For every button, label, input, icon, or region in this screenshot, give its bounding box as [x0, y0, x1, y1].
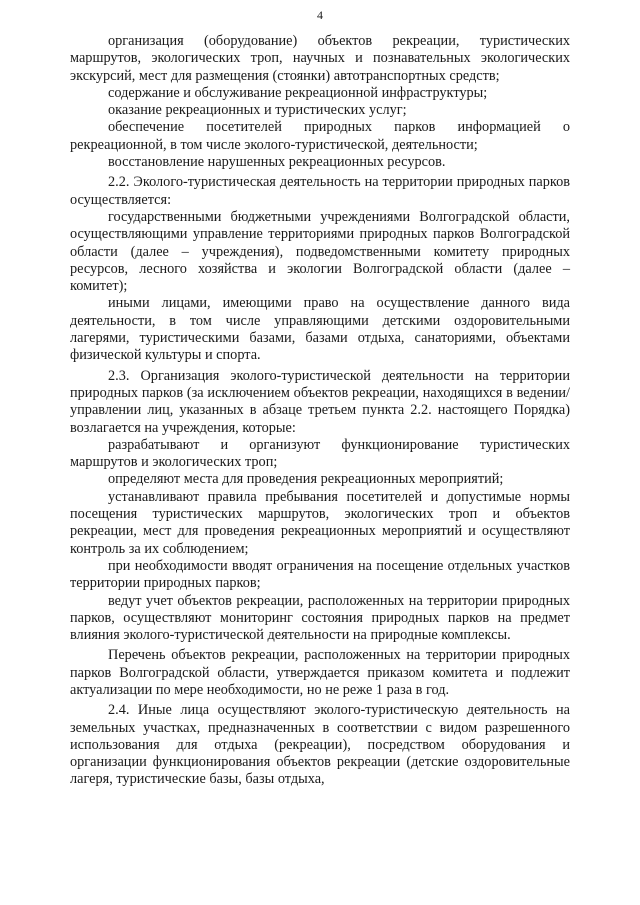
paragraph: определяют места для проведения рекреационных мероприятий;	[108, 471, 504, 488]
paragraph: организация (оборудование) объектов рекреации, туристических маршрутов, экологических троп, научных и познавательных экологических экскурсий, мест для размещения (стоянки) автотранспортных средств;	[70, 33, 570, 84]
section-2-4-paragraph: 2.4. Иные лица осуществляют эколого-туристическую деятельность на земельных участках, предназначенных в соответствии с видом разрешенного использования для отдыха (рекреации), посредством оборудования и организации функционирования объектов рекреации (детские оздоровительные лагеря, туристические базы, базы отдыха,	[70, 702, 570, 788]
paragraph: оказание рекреационных и туристических услуг;	[108, 102, 407, 119]
paragraph: разрабатывают и организуют функционирование туристических маршрутов и экологических троп;	[70, 436, 570, 471]
paragraph: при необходимости вводят ограничения на посещение отдельных участков территории природных парков;	[70, 557, 570, 592]
paragraph: устанавливают правила пребывания посетителей и допустимые нормы посещения туристических маршрутов, экологических троп и объектов рекреации, мест для проведения рекреационных мероприятий и осуществляют контроль за их соблюдением;	[70, 488, 570, 557]
paragraph: содержание и обслуживание рекреационной инфраструктуры;	[108, 84, 488, 101]
section-2-3-paragraph: 2.3. Организация эколого-туристической деятельности на территории природных парков (за исключением объектов рекреации, находящихся в ведении/управлении лиц, указанных в абзаце третьем пункта 2.2. настоящего Порядка) возлагается на учреждения, которые:	[70, 367, 570, 436]
paragraph: Перечень объектов рекреации, расположенных на территории природных парков Волгоградской области, утверждается приказом комитета и подлежит актуализации по мере необходимости, но не реже 1 раза в год.	[70, 647, 570, 698]
paragraph: восстановление нарушенных рекреационных ресурсов.	[108, 154, 446, 171]
section-2-2-paragraph: 2.2. Эколого-туристическая деятельность на территории природных парков осуществляется:	[70, 174, 570, 208]
paragraph: обеспечение посетителей природных парков информацией о рекреационной, в том числе эколого-туристической, деятельности;	[70, 119, 570, 153]
page-number: 4	[317, 8, 323, 22]
paragraph: ведут учет объектов рекреации, расположенных на территории природных парков, осуществляют мониторинг состояния природных парков на предмет влияния эколого-туристической деятельности на природные комплексы.	[70, 592, 570, 644]
paragraph: иными лицами, имеющими право на осуществление данного вида деятельности, в том числе управляющими детскими оздоровительными лагерями, туристическими базами, базами отдыха, санаториями, объектами физической культуры и спорта.	[70, 295, 570, 364]
document-body	[70, 33, 570, 789]
paragraph: государственными бюджетными учреждениями Волгоградской области, осуществляющими управление территориями природных парков Волгоградской области (далее – учреждения), подведомственными комитету природных ресурсов, лесного хозяйства и экологии Волгоградской области (далее – комитет);	[70, 208, 570, 295]
